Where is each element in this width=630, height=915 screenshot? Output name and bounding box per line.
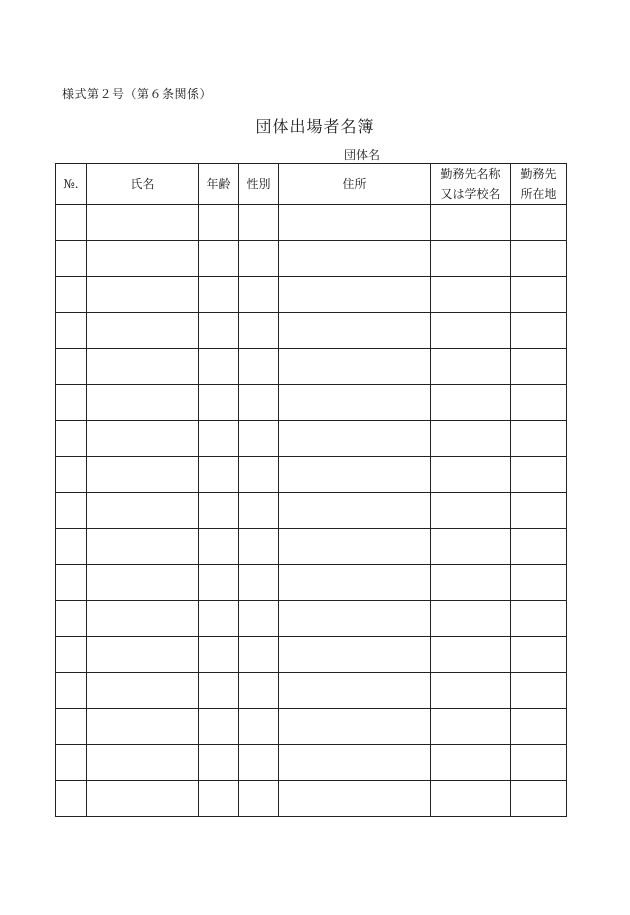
column-header-no: №. [56, 164, 87, 205]
table-row [56, 313, 567, 349]
table-cell-address[interactable] [279, 529, 431, 565]
table-cell-no[interactable] [56, 313, 87, 349]
table-cell-address[interactable] [279, 745, 431, 781]
table-cell-workplace-location[interactable] [511, 277, 567, 313]
table-cell-no[interactable] [56, 457, 87, 493]
table-cell-name[interactable] [87, 313, 199, 349]
table-cell-workplace-location[interactable] [511, 313, 567, 349]
table-cell-sex[interactable] [239, 601, 279, 637]
form-number-label: 様式第２号（第６条関係） [62, 87, 213, 101]
table-cell-no[interactable] [56, 709, 87, 745]
table-cell-sex[interactable] [239, 421, 279, 457]
table-cell-sex[interactable] [239, 637, 279, 673]
table-body [56, 205, 567, 817]
table-cell-no[interactable] [56, 565, 87, 601]
table-row [56, 529, 567, 565]
table-cell-age[interactable] [199, 457, 239, 493]
table-cell-age[interactable] [199, 349, 239, 385]
table-cell-no[interactable] [56, 277, 87, 313]
table-cell-name[interactable] [87, 241, 199, 277]
table-cell-no[interactable] [56, 205, 87, 241]
table-cell-address[interactable] [279, 637, 431, 673]
table-cell-workplace-location[interactable] [511, 421, 567, 457]
table-cell-age[interactable] [199, 421, 239, 457]
table-cell-no[interactable] [56, 349, 87, 385]
table-cell-age[interactable] [199, 277, 239, 313]
column-header-workplace-location-line1: 勤務先 [520, 167, 557, 181]
table-cell-age[interactable] [199, 313, 239, 349]
table-cell-name[interactable] [87, 205, 199, 241]
table-cell-sex[interactable] [239, 493, 279, 529]
table-row [56, 421, 567, 457]
table-cell-workplace-location[interactable] [511, 781, 567, 817]
table-row [56, 745, 567, 781]
table-cell-name[interactable] [87, 781, 199, 817]
table-cell-no[interactable] [56, 493, 87, 529]
column-header-workplace-location-line2: 所在地 [520, 187, 557, 201]
table-cell-address[interactable] [279, 493, 431, 529]
table-cell-name[interactable] [87, 565, 199, 601]
table-cell-name[interactable] [87, 709, 199, 745]
table-cell-no[interactable] [56, 781, 87, 817]
table-row [56, 781, 567, 817]
table-cell-age[interactable] [199, 565, 239, 601]
table-cell-address[interactable] [279, 205, 431, 241]
table-row [56, 493, 567, 529]
table-cell-sex[interactable] [239, 313, 279, 349]
column-header-address: 住所 [279, 164, 431, 205]
table-cell-age[interactable] [199, 529, 239, 565]
table-cell-address[interactable] [279, 349, 431, 385]
table-cell-workplace-location[interactable] [511, 385, 567, 421]
column-header-name: 氏名 [87, 164, 199, 205]
table-cell-workplace[interactable] [431, 421, 511, 457]
table-cell-workplace[interactable] [431, 745, 511, 781]
table-cell-no[interactable] [56, 529, 87, 565]
column-header-workplace [431, 164, 511, 205]
table-header-row [56, 164, 567, 205]
table-cell-address[interactable] [279, 421, 431, 457]
table-cell-name[interactable] [87, 277, 199, 313]
table-cell-name[interactable] [87, 457, 199, 493]
table-cell-address[interactable] [279, 781, 431, 817]
table-cell-no[interactable] [56, 745, 87, 781]
table-cell-workplace-location[interactable] [511, 493, 567, 529]
table-cell-sex[interactable] [239, 385, 279, 421]
table-cell-workplace[interactable] [431, 529, 511, 565]
table-cell-sex[interactable] [239, 205, 279, 241]
table-cell-workplace[interactable] [431, 457, 511, 493]
column-header-workplace-line1: 勤務先名称 [440, 167, 501, 181]
document-title: 団体出場者名簿 [255, 117, 375, 136]
table-cell-age[interactable] [199, 493, 239, 529]
table-cell-workplace[interactable] [431, 349, 511, 385]
table-cell-sex[interactable] [239, 529, 279, 565]
table-cell-workplace[interactable] [431, 241, 511, 277]
table-row [56, 385, 567, 421]
table-cell-age[interactable] [199, 385, 239, 421]
table-cell-workplace-location[interactable] [511, 709, 567, 745]
table-cell-workplace-location[interactable] [511, 529, 567, 565]
table-cell-age[interactable] [199, 637, 239, 673]
table-cell-address[interactable] [279, 673, 431, 709]
table-cell-age[interactable] [199, 241, 239, 277]
table-cell-no[interactable] [56, 241, 87, 277]
table-cell-no[interactable] [56, 673, 87, 709]
table-row [56, 457, 567, 493]
table-cell-sex[interactable] [239, 745, 279, 781]
group-name-label: 団体名 [344, 148, 381, 162]
column-header-age: 年齢 [199, 164, 239, 205]
table-row [56, 277, 567, 313]
table-cell-address[interactable] [279, 709, 431, 745]
table-cell-workplace[interactable] [431, 565, 511, 601]
table-cell-sex[interactable] [239, 241, 279, 277]
participant-roster-table [55, 163, 567, 817]
table-cell-workplace[interactable] [431, 205, 511, 241]
table-cell-sex[interactable] [239, 277, 279, 313]
table-cell-workplace[interactable] [431, 673, 511, 709]
table-cell-age[interactable] [199, 745, 239, 781]
table-row [56, 601, 567, 637]
table-cell-sex[interactable] [239, 709, 279, 745]
table-cell-workplace-location[interactable] [511, 601, 567, 637]
table-cell-name[interactable] [87, 673, 199, 709]
table-cell-address[interactable] [279, 241, 431, 277]
table-cell-name[interactable] [87, 385, 199, 421]
table-row [56, 349, 567, 385]
table-cell-address[interactable] [279, 457, 431, 493]
table-row [56, 241, 567, 277]
table-cell-sex[interactable] [239, 457, 279, 493]
table-cell-address[interactable] [279, 313, 431, 349]
table-cell-name[interactable] [87, 493, 199, 529]
table-cell-name[interactable] [87, 745, 199, 781]
table-cell-age[interactable] [199, 781, 239, 817]
table-cell-address[interactable] [279, 565, 431, 601]
table-cell-sex[interactable] [239, 781, 279, 817]
table-cell-address[interactable] [279, 385, 431, 421]
table-row [56, 205, 567, 241]
table-cell-sex[interactable] [239, 565, 279, 601]
column-header-workplace-location [511, 164, 567, 205]
table-cell-address[interactable] [279, 277, 431, 313]
table-cell-name[interactable] [87, 637, 199, 673]
table-cell-sex[interactable] [239, 673, 279, 709]
table-cell-workplace[interactable] [431, 781, 511, 817]
table-row [56, 565, 567, 601]
table-cell-sex[interactable] [239, 349, 279, 385]
table-cell-workplace[interactable] [431, 637, 511, 673]
table-row [56, 637, 567, 673]
table-cell-workplace[interactable] [431, 385, 511, 421]
table-cell-no[interactable] [56, 385, 87, 421]
table-cell-workplace-location[interactable] [511, 565, 567, 601]
table-cell-no[interactable] [56, 421, 87, 457]
table-cell-name[interactable] [87, 349, 199, 385]
table-cell-no[interactable] [56, 637, 87, 673]
column-header-workplace-line2: 又は学校名 [440, 187, 501, 201]
table-cell-workplace[interactable] [431, 601, 511, 637]
table-cell-no[interactable] [56, 601, 87, 637]
column-header-sex: 性別 [239, 164, 279, 205]
table-cell-workplace[interactable] [431, 493, 511, 529]
table-cell-name[interactable] [87, 529, 199, 565]
table-cell-age[interactable] [199, 673, 239, 709]
table-row [56, 709, 567, 745]
table-cell-workplace-location[interactable] [511, 745, 567, 781]
table-cell-workplace[interactable] [431, 313, 511, 349]
table-cell-workplace-location[interactable] [511, 673, 567, 709]
table-cell-name[interactable] [87, 421, 199, 457]
table-cell-workplace[interactable] [431, 277, 511, 313]
table-cell-workplace-location[interactable] [511, 349, 567, 385]
table-cell-age[interactable] [199, 601, 239, 637]
table-cell-workplace-location[interactable] [511, 637, 567, 673]
table-row [56, 673, 567, 709]
table-cell-address[interactable] [279, 601, 431, 637]
table-cell-workplace-location[interactable] [511, 457, 567, 493]
table-cell-workplace-location[interactable] [511, 205, 567, 241]
table-cell-workplace-location[interactable] [511, 241, 567, 277]
table-cell-workplace[interactable] [431, 709, 511, 745]
table-cell-age[interactable] [199, 205, 239, 241]
table-cell-name[interactable] [87, 601, 199, 637]
table-cell-age[interactable] [199, 709, 239, 745]
